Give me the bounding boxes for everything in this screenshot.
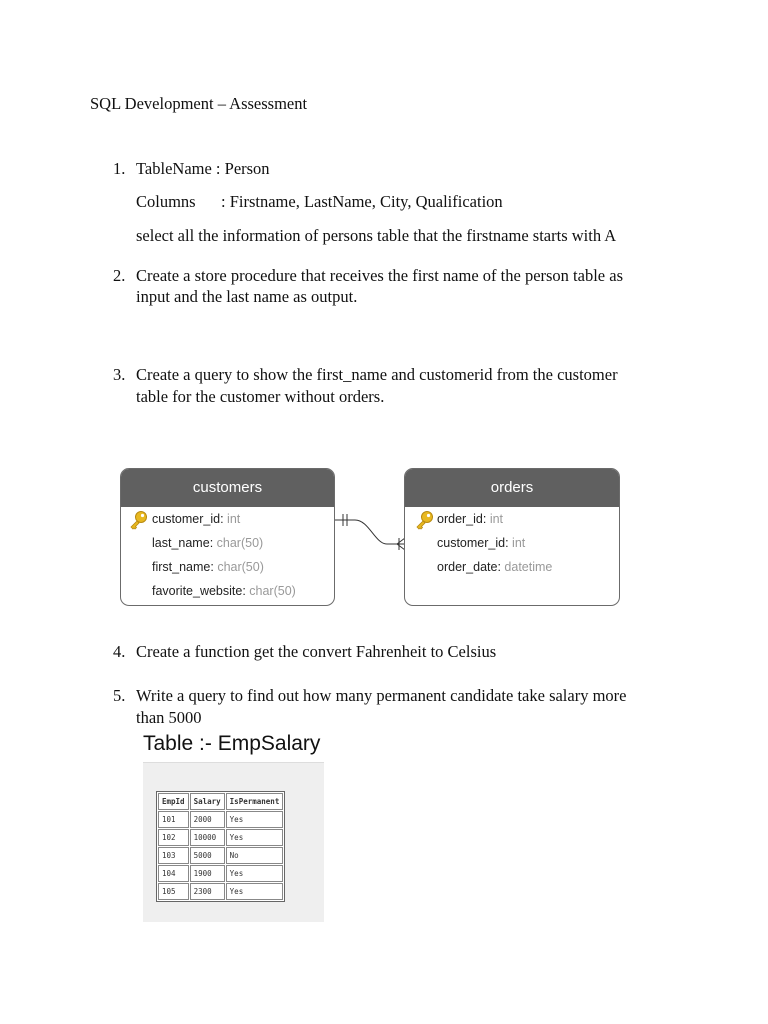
question-1-columns-label: Columns <box>136 192 196 211</box>
table-row <box>158 847 283 864</box>
table-cell: 2300 <box>190 883 225 900</box>
column-header: IsPermanent <box>226 793 284 810</box>
er-field-type: char(50) <box>249 584 296 598</box>
er-field-row: favorite_website: char(50) <box>152 584 296 598</box>
table-row <box>158 865 283 882</box>
table-header-row <box>158 793 283 810</box>
table-cell: 10000 <box>190 829 225 846</box>
table-cell: 102 <box>158 829 189 846</box>
question-1-number: 1. <box>113 159 126 178</box>
er-field-row: customer_id: int <box>152 512 241 526</box>
table-cell: No <box>226 847 284 864</box>
er-field-type: int <box>489 512 504 526</box>
er-field-row: first_name: char(50) <box>152 560 264 574</box>
question-4-line-1: Create a function get the convert Fahrenheit to Celsius <box>136 642 497 661</box>
column-header: EmpId <box>158 793 189 810</box>
table-row <box>158 829 283 846</box>
er-table-customers <box>120 468 335 606</box>
emp-salary-screenshot <box>143 762 324 922</box>
question-3-line-1: Create a query to show the first_name and customerid from the customer <box>136 365 618 384</box>
er-field-row: order_id: int <box>437 512 504 526</box>
table-cell: 1900 <box>190 865 225 882</box>
emp-salary-table <box>156 791 285 902</box>
question-2-number: 2. <box>113 266 126 285</box>
table-cell: Yes <box>226 865 284 882</box>
table-row <box>158 811 283 828</box>
er-field-type: int <box>512 536 526 550</box>
question-5-line-1: Write a query to find out how many permanent candidate take salary more <box>136 686 627 705</box>
er-field-row: last_name: char(50) <box>152 536 264 550</box>
table-cell: 104 <box>158 865 189 882</box>
key-icon <box>413 510 435 530</box>
table-row <box>158 883 283 900</box>
table-cell: 105 <box>158 883 189 900</box>
column-header: Salary <box>190 793 225 810</box>
er-table-customers-title: customers <box>121 469 334 507</box>
table-cell: Yes <box>226 829 284 846</box>
emp-salary-title: Table :- EmpSalary <box>143 732 321 755</box>
er-field-type: int <box>227 512 241 526</box>
key-icon <box>127 510 149 530</box>
er-relationship-connector <box>335 500 407 560</box>
question-1-columns-value: : Firstname, LastName, City, Qualification <box>221 192 503 211</box>
question-3-line-2: table for the customer without orders. <box>136 387 385 406</box>
er-field-type: char(50) <box>216 536 264 550</box>
er-field-name: order_id <box>437 512 483 526</box>
er-field-name: customer_id <box>152 512 221 526</box>
er-field-name: last_name <box>152 536 210 550</box>
document-title: SQL Development – Assessment <box>90 94 308 113</box>
table-cell: Yes <box>226 883 284 900</box>
question-1-line-1: TableName : Person <box>136 159 270 178</box>
table-cell: 103 <box>158 847 189 864</box>
er-field-name: customer_id <box>437 536 506 550</box>
er-field-type: char(50) <box>217 560 264 574</box>
er-field-name: first_name <box>152 560 211 574</box>
er-field-row: customer_id: int <box>437 536 526 550</box>
question-3-number: 3. <box>113 365 126 384</box>
er-table-orders-title: orders <box>405 469 619 507</box>
table-cell: 5000 <box>190 847 225 864</box>
er-field-type: datetime <box>504 560 553 574</box>
er-table-orders <box>404 468 620 606</box>
question-1-extra: select all the information of persons table that the firstname starts with A <box>136 226 617 245</box>
question-2-line-1: Create a store procedure that receives the first name of the person table as <box>136 266 623 285</box>
question-5-line-2: than 5000 <box>136 708 202 727</box>
er-field-name: order_date <box>437 560 498 574</box>
table-cell: 2000 <box>190 811 225 828</box>
er-field-name: favorite_website <box>152 584 243 598</box>
question-2-line-2: input and the last name as output. <box>136 287 358 306</box>
er-field-row: order_date: datetime <box>437 560 553 574</box>
table-cell: 101 <box>158 811 189 828</box>
table-cell: Yes <box>226 811 284 828</box>
question-5-number: 5. <box>113 686 126 705</box>
question-4-number: 4. <box>113 642 126 661</box>
